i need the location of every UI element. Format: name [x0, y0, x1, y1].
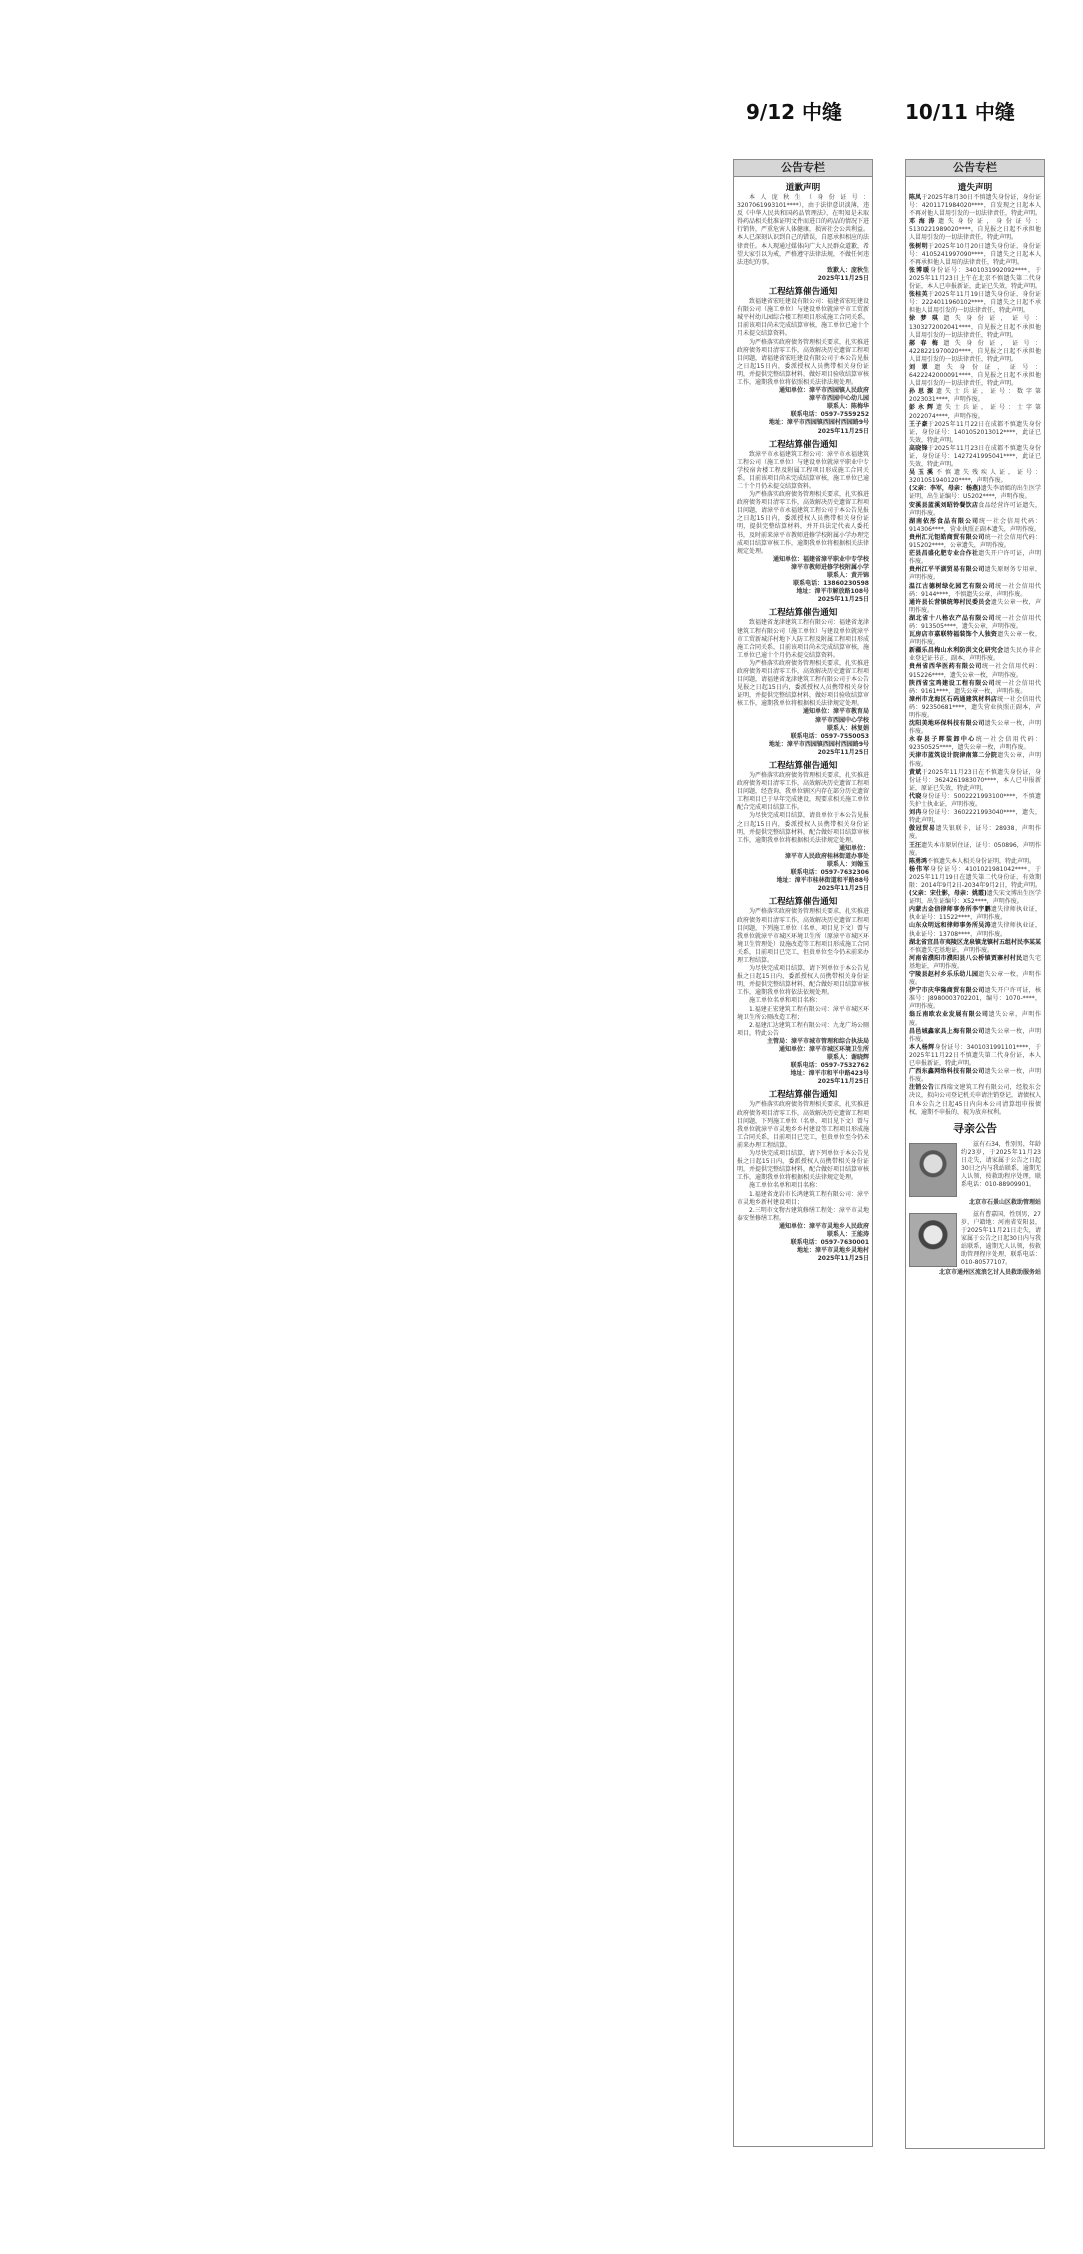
- notice-signature-line: 地址：漳平市和平中路423号: [790, 1070, 869, 1078]
- declarant-name: 刘翠: [909, 363, 935, 371]
- declaration-entry: [909, 1028, 1041, 1044]
- declaration-text: 统一社会信用代码：9161****，遗失公章一枚，声明作废。: [909, 679, 1041, 695]
- declaration-text: 不慎遗失本人相关身份证明，特此声明。: [927, 857, 1036, 865]
- declarant-name: 漳州市龙海区石码通建筑材料店: [909, 695, 998, 703]
- notice-paragraph: 本人庞秋生（身份证号：3207061993101****），由于法律意识淡薄，违反《中华人民共和国药品管理法》，在明知是未取得药品相关批准证明文件而进口的药品的情况下进行销售，严重危害人体健康，损害社会公共利益。本人已深刻认识到自己的错误，自愿承担相应的法律责任。本人现通过媒体向广大人民群众道歉，希望大家引以为戒，严格遵守法律法规，不做任何违法违纪的事。: [737, 194, 870, 266]
- notice-paragraph: 为严格落实政府债务管理相关要求，扎实推进政府债务项目清零工作，高效解决历史遗留工程项目问题，经查询，我单位辖区内存在部分历史遗留工程项目已于早年完成建设，现要求相关施工单位配合完成项目结算工作。: [737, 772, 870, 812]
- declaration-text: 遗失本市原居住证，证号：050896，声明作废。: [909, 841, 1041, 857]
- notice-paragraph: 为尽快完成项目结算，请贵单位于本公告见报之日起15日内，委派授权人员携带相关身份证明，并提供完整结算材料，配合做好项目结算审核工作，逾期我单位将根据相关法律规定处理。: [737, 812, 870, 844]
- declaration-entry: [909, 502, 1041, 518]
- declaration-text: 统一社会信用代码：914306****，营业执照正副本遗失，声明作废。: [909, 517, 1041, 533]
- notice-signature-line: 联系电话：0597-7630001: [790, 1239, 869, 1247]
- declarant-name: 王汪: [909, 841, 922, 849]
- declaration-text: 遗失开户许可证，声明作废。: [909, 550, 1041, 566]
- declaration-entry: [909, 809, 1041, 825]
- notice-signature-line: 联系电话：13860230598: [793, 580, 869, 588]
- declarant-name: 宁陵县赵村乡乐乐幼儿园: [909, 971, 979, 978]
- declarant-name: 高晓锋: [909, 444, 928, 452]
- declarant-name: 贵州江平平湖贸易有限公司: [909, 566, 985, 574]
- declarant-name: 郝春梅: [909, 339, 944, 347]
- declarant-name: 孙思源: [909, 388, 936, 396]
- declaration-entry: [909, 922, 1041, 938]
- declaration-entry: [909, 421, 1041, 445]
- missing-person-signature: 北京市通州区流浪乞讨人员救助服务站: [938, 1268, 1041, 1276]
- declaration-entry: [909, 534, 1041, 550]
- declaration-text: 身份证号：5002221993100****，不慎遗失护士执业证，声明作废。: [909, 792, 1041, 809]
- declaration-entry: [909, 599, 1041, 615]
- declaration-entry: [909, 1084, 1041, 1116]
- declarant-name: 张博暖: [909, 266, 931, 274]
- declaration-entry: [909, 720, 1041, 736]
- notice-signature-line: 联系电话：0597-7550053: [790, 732, 869, 740]
- notice-signature-line: 2025年11月25日: [817, 1078, 869, 1086]
- notice-paragraph: 2.福建汇达建筑工程有限公司：九龙广场公厕项目，特此公告: [737, 1021, 869, 1037]
- missing-person-text: 兹有石34，性别男，年龄约23岁，于2025年11月23日走失，请家属于公告之日起30日之内与我站联系，逾期无人认领，按救助程序处理，联系电话：010-88909901。: [961, 1140, 1041, 1189]
- notice-signature-line: 通知单位：漳平市教育局: [802, 708, 869, 716]
- declaration-entry: [909, 445, 1041, 469]
- declarant-name: 茫县昌盛化肥专业合作社: [909, 550, 979, 558]
- declaration-entry: [909, 615, 1041, 631]
- notice-signature-line: 联系电话：0597-7532762: [790, 1062, 869, 1070]
- notice-signature-line: 致歉人：庞秋生: [826, 266, 869, 274]
- declarant-name: 王子豪: [909, 420, 928, 428]
- declaration-entry: [909, 566, 1041, 582]
- declaration-entry: [909, 842, 1041, 858]
- declaration-text: 遗失律师执业证，执业证号：13708****，声明作废。: [909, 922, 1041, 938]
- notice-paragraph: 为严格落实政府债务管理相关要求，扎实推进政府债务项目清零工作，高效解决历史遗留工程项目问题，下列施工单位（名单、项目见下文）曾与我单位就漳平市城区环境卫生所（原漳平市城区环境卫生管理处）设施改造等工程项目形成施工合同关系，目前项目已完工，但贵单位至今仍未前来办理工程结算。: [737, 908, 870, 964]
- declaration-entry: [909, 485, 1041, 501]
- declarant-name: (父亲：李军，母亲：杨燕): [909, 485, 981, 493]
- declaration-text: 统一社会信用代码：92350525****，遗失公章一枚，声明作废。: [909, 736, 1041, 752]
- declaration-text: 遗失李语嫣的出生医学证明，出生证编号：U5202****，声明作废。: [909, 485, 1041, 501]
- notice-signature-line: 通知单位：漳平市西园镇人民政府: [778, 387, 869, 395]
- notice-paragraph: 致漳平市永福建筑工程公司：漳平市永福建筑工程公司（施工单位）与建设单位就漳平职业中专学校宿舍楼工程及附属工程项目形成施工合同关系，目前该项目尚未完成结算审核，施工单位已逾二十个月仍未提交结算资料。: [737, 450, 870, 490]
- left-column-heading: 9/12 中缝: [746, 100, 843, 124]
- declaration-entry: [909, 243, 1041, 267]
- declaration-text: 遗失公章一枚，声明作废。: [909, 971, 1041, 987]
- declarant-name: 通许县长营镇统筹村民委员会: [909, 598, 991, 606]
- declarant-name: 内蒙古金信律师事务所李宇鹏: [909, 906, 991, 914]
- notice-signature-line: 联系人：刘翰玉: [826, 861, 869, 869]
- right-column-body: [906, 177, 1044, 1279]
- declaration-text: 遗失身份证，证号：1303272002041****，自见报之日起不承担他人冒用引发的一切法律责任，特此声明。: [909, 315, 1041, 339]
- declaration-text: 于2025年8月30日不慎遗失身份证，身份证号：4201171984020****，自发现之日起本人不再对他人冒用引发的一切法律责任，特此声明。: [909, 194, 1042, 218]
- notice-signature-line: 漳平市教师进修学校附属小学: [790, 563, 869, 571]
- missing-person-notice: [909, 1211, 1041, 1277]
- declaration-entry: [909, 955, 1041, 971]
- notice-signature-line: 地址：漳平市桂林街道和平路88号: [776, 877, 869, 885]
- declarant-name: 伊宁市庆华隆商贸有限公司: [909, 987, 985, 995]
- notice-signature-line: 漳平市人民政府桂林街道办事处: [784, 852, 869, 860]
- notice-signature-line: 联系人：黄开锦: [826, 572, 869, 580]
- declaration-text: 身份证号：3401031991101****，于2025年11月22日不慎遗失第二代身份证，本人已申报新证，特此声明。: [909, 1043, 1041, 1068]
- declarant-name: (父亲：宋仕影，母亲：姚霞): [909, 890, 987, 898]
- declaration-entry: [909, 663, 1041, 679]
- declaration-text: 遗失身份证，身份证号：5130221989020****，自见报之日起不承担他人冒用引发的一切法律责任，特此声明。: [909, 218, 1041, 242]
- declaration-text: 遗失公章，声明作废。: [909, 752, 1041, 768]
- declarant-name: 昌邑城鑫家具上海有限公司: [909, 1027, 985, 1035]
- declaration-text: 身份证号：4101021981042****，于2025年11月19日在遗失第二代身份证，有效期限：2014年9月2日-2034年9月2日，特此声明。: [909, 865, 1041, 889]
- declarant-name: 傲冠贸易: [909, 825, 936, 833]
- notice-signature-line: 联系电话：0597-7559252: [790, 411, 869, 419]
- declarant-name: 陈凤: [909, 194, 922, 201]
- declarant-name: 陈勇鸿: [909, 857, 928, 865]
- notice-signature-line: 2025年11月25日: [817, 274, 869, 282]
- notice-title: 工程结算催告通知: [768, 897, 838, 908]
- notice-title: 工程结算催告通知: [768, 439, 838, 450]
- declaration-entry: [909, 971, 1041, 987]
- declaration-text: 不慎遗失宅基地证，声明作废。: [909, 946, 994, 954]
- declarant-name: 温江古德树绿化园艺有限公司: [909, 582, 996, 590]
- declarant-name: 天津市蓝筑设计院津南第二分院: [909, 752, 998, 760]
- notice-block: [737, 896, 869, 1086]
- declarant-name: 张桂英: [909, 291, 928, 299]
- notice-title: 工程结算催告通知: [768, 287, 838, 298]
- missing-person-signature: 北京市石景山区救助管理站: [968, 1198, 1041, 1206]
- declaration-entry: [909, 890, 1041, 906]
- declaration-entry: [909, 987, 1041, 1011]
- declaration-entry: [909, 267, 1041, 291]
- notice-signature-line: 2025年11月25日: [817, 885, 869, 893]
- notice-signature-line: 通知单位：漳平市灵地乡人民政府: [778, 1222, 869, 1230]
- person-photo: [909, 1213, 957, 1267]
- right-column-header: 公告专栏: [906, 160, 1044, 177]
- notice-title: 工程结算催告通知: [768, 1090, 838, 1101]
- missing-persons-title: 寻亲公告: [953, 1121, 997, 1135]
- notice-signature-line: 2025年11月25日: [817, 427, 869, 435]
- declarant-name: 广西东鑫网络科技有限公司: [909, 1068, 985, 1076]
- declarant-name: 湖北省十八格农产品有限公司: [909, 614, 996, 622]
- declarant-name: 注销公告: [909, 1084, 935, 1092]
- declaration-entry: [909, 550, 1041, 566]
- declaration-entry: [909, 404, 1041, 420]
- declaration-text: 遗失开户许可证，核准号：J8980003702201，编号：1070-****，声明作废。: [909, 987, 1041, 1011]
- declaration-entry: [909, 696, 1041, 720]
- declarant-name: 安溪县蓝溪刘昭铃餐饮店: [909, 501, 979, 509]
- declaration-entry: [909, 736, 1041, 752]
- declaration-text: 不慎遗失残疾人证，证号：3201051940120****，声明作废。: [909, 469, 1041, 485]
- notice-paragraph: 2.三明市文物古建筑修缮工程处：漳平市灵地泰安堡修缮工程。: [737, 1206, 869, 1222]
- declaration-text: 身份证号：3602221993040****，遗失，特此声明。: [909, 809, 1041, 825]
- notice-paragraph: 1.福建正宏建筑工程有限公司：漳平市城区环境卫生所公厕改造工程；: [737, 1005, 869, 1021]
- declaration-entry: [909, 631, 1041, 647]
- notice-paragraph: 为尽快完成项目结算，请下列单位于本公告见报之日起15日内，委派授权人员携带相关身份证明，并提供完整结算材料，配合做好项目结算审核工作，逾期我单位将依法依规处理。: [737, 965, 870, 997]
- notice-paragraph: 1.福建省龙岩市长鸿建筑工程有限公司：漳平市灵地乡新村建设项目；: [737, 1190, 869, 1206]
- declarant-name: 贵州省西华医药有限公司: [909, 663, 982, 671]
- declaration-entry: [909, 825, 1041, 841]
- notice-signature-line: 主管局：漳平市城市管理和综合执法局: [766, 1037, 869, 1045]
- notice-signature-line: 联系人：王能涛: [826, 1230, 869, 1238]
- section-title: 遗失声明: [957, 183, 993, 193]
- notice-signature-line: 通知单位：漳平市城区环境卫生所: [778, 1046, 869, 1053]
- declaration-text: 遗失公章一枚，声明作废。: [909, 1068, 1041, 1084]
- declarant-name: 山东众明远和律师事务所吴涛: [909, 922, 991, 930]
- declaration-text: 统一社会信用代码：92350681****，遗失营业执照正副本，声明作废。: [909, 695, 1041, 719]
- declaration-text: 身份证号：3401031992092****，于2025年11月23日上午在北京不慎遗失第二代身份证，本人已申报新证，此证已失效，特此声明。: [909, 266, 1042, 291]
- declarant-name: 刘冉: [909, 809, 922, 817]
- declaration-entry: [909, 939, 1041, 955]
- notice-signature-line: 联系人：谢晓辉: [826, 1054, 869, 1062]
- declarant-name: 永春县子晖装卸中心: [909, 736, 976, 744]
- declaration-entry: [909, 364, 1041, 388]
- declaration-entry: [909, 1011, 1041, 1027]
- declaration-text: 遗失宋文博出生医学证明，出生证编号：X52****，声明作废。: [909, 890, 1041, 906]
- notice-signature-line: 2025年11月25日: [817, 748, 869, 756]
- left-notice-column: [733, 159, 873, 2147]
- notice-paragraph: 为严格落实政府债务管理相关要求，扎实推进政府债务项目清零工作，高效解决历史遗留工程项目问题，请福建省龙津建筑工程有限公司于本公告见报之日起15日内，委派授权人员携带相关身份证明，并提供完整结算材料，做好项目验收结算审核工作，逾期我单位将根据相关法律规定处理。: [737, 659, 870, 708]
- declarant-name: 湖南依彤食品有限公司: [909, 517, 979, 525]
- declarant-name: 陕西省宝鸡建设工程有限公司: [909, 679, 996, 687]
- left-column-header: 公告专栏: [734, 160, 872, 177]
- declaration-entry: [909, 194, 1041, 218]
- declaration-entry: [909, 469, 1041, 485]
- notice-block: [737, 439, 869, 605]
- declaration-entry: [909, 906, 1041, 922]
- declaration-text: 于2025年11月19日遗失身份证，身份证号：2224011960102****，自遗失之日起不承担他人冒用引发的一切法律责任，特此声明。: [909, 291, 1041, 315]
- declaration-text: 食品经营许可证遗失，声明作废。: [909, 501, 1041, 517]
- notice-title: 工程结算催告通知: [768, 761, 838, 771]
- declaration-entry: [909, 388, 1041, 404]
- declarant-name: 湖北省宜昌市夷陵区龙泉镇龙镇村五组村民李某某: [909, 938, 1042, 946]
- declarant-name: 邓海涛: [909, 218, 939, 226]
- notice-title: 工程结算催告通知: [768, 608, 838, 619]
- declaration-entry: [909, 291, 1041, 315]
- notice-paragraph: 为尽快完成项目结算，请下列单位于本公告见报之日起15日内，委派授权人员携带相关身份证明，并提供完整结算材料，配合做好项目结算审核工作，逾期我单位将根据相关法律规定处理。: [737, 1150, 870, 1182]
- notice-block: [737, 182, 869, 283]
- declarant-name: 翁丘南欧农业发展有限公司: [909, 1011, 989, 1019]
- declaration-text: 遗失公章一枚，声明作废。: [909, 1027, 1041, 1043]
- declaration-entry: [909, 218, 1041, 242]
- declaration-text: 遗失士兵证，证号：士字第2022074****，声明作废。: [909, 404, 1041, 420]
- declaration-text: 遗失原财务专用章，声明作废。: [909, 566, 1041, 582]
- declaration-entry: [909, 518, 1041, 534]
- declaration-entry: [909, 752, 1041, 768]
- declaration-text: 统一社会信用代码：9144****，不慎遗失公章，声明作废。: [909, 582, 1041, 598]
- notice-paragraph: 施工单位名单和项目名称：: [749, 997, 822, 1005]
- declaration-text: 遗失身份证，证号：6422242000091****，自见报之日起不承担他人冒用引发的一切法律责任，特此声明。: [909, 363, 1041, 388]
- notice-signature-line: 通知单位：福建省漳平职业中专学校: [772, 555, 869, 563]
- declaration-text: 遗失律师执业证，执业证号：11522****，声明作废。: [909, 906, 1041, 922]
- notice-paragraph: 为严格落实政府债务管理相关要求，扎实推进政府债务项目清零工作，高效解决历史遗留工程项目问题，下列施工单位（名单、项目见下文）曾与我单位就漳平市灵地乡乡村建设等工程项目形成施工合同关系，目前项目已完工，但贵单位至今仍未前来办理工程结算。: [737, 1101, 870, 1149]
- notice-paragraph: 为严格落实政府债务管理相关要求，扎实推进政府债务项目清零工作，高效解决历史遗留工程项目问题，请福建省宏旺建设有限公司于本公告见报之日起15日内，委派授权人员携带相关身份证明，并提供完整结算材料，做好项目验收结算审核工作，逾期我单位将依照相关法律法规处理。: [737, 338, 870, 386]
- notice-signature-line: 地址：漳平市西园镇西园村西园路9号: [768, 740, 869, 748]
- declaration-text: 于2025年11月23日在成都不慎遗失身份证，身份证号：1427241995041****，此证已失效，特此声明。: [909, 444, 1041, 469]
- notice-paragraph: 致福建省龙津建筑工程有限公司：福建省龙津建筑工程有限公司（施工单位）与建设单位就漳平市工贸新城洋村地下人防工程及附属工程项目形成施工合同关系，目前该项目尚未完成结算审核，施工单位已逾十个月仍未提交结算资料。: [737, 619, 870, 659]
- notice-signature-line: 2025年11月25日: [817, 1255, 869, 1263]
- declaration-text: 遗失公章一枚，声明作废。: [909, 631, 1041, 647]
- declaration-entry: [909, 647, 1041, 663]
- declaration-text: 遗失身份证，证号：4228221970020****，自见报之日起不承担他人冒用引发的一切法律责任，特此声明。: [909, 339, 1041, 363]
- notice-block: [737, 760, 869, 893]
- declaration-entry: [909, 680, 1041, 696]
- declaration-text: 遗失公章一枚，声明作废。: [909, 720, 1041, 736]
- right-notice-column: [905, 159, 1045, 2149]
- notice-paragraph: 施工单位名单和项目名称：: [749, 1182, 822, 1190]
- notice-signature-line: 漳平市西园中心幼儿园: [808, 395, 869, 403]
- left-column-body: [734, 177, 872, 1265]
- declarant-name: 本人杨辉: [909, 1043, 935, 1051]
- declarant-name: 瓦房店市嘉联特福装饰个人独资: [909, 631, 998, 639]
- declaration-entry: [909, 315, 1041, 339]
- declaration-text: 遗失士兵证，证号：数字第2023031****，声明作废。: [909, 388, 1041, 404]
- declaration-text: 遗失公章，声明作废。: [909, 1011, 1041, 1027]
- declaration-text: 遗失民办非企业登记证书正、副本，声明作废。: [909, 647, 1041, 663]
- declarant-name: 贵州汇元钜皓商贸有限公司: [909, 533, 985, 541]
- declaration-entry: [909, 793, 1041, 809]
- declaration-text: 遗失银联卡，证号：28938，声明作废。: [909, 825, 1041, 841]
- person-photo: [909, 1143, 957, 1197]
- missing-person-text: 兹有曹嘉国，性别男，27岁，户籍地：河南省安阳县，于2025年11月21日走失，请家属于公告之日起30日内与我站联系，逾期无人认领，按救助管理程序处理，联系电话：010-80577107。: [961, 1210, 1041, 1267]
- declaration-entry: [909, 583, 1041, 599]
- declaration-text: 统一社会信用代码：915202****，公章遗失，声明作废。: [909, 533, 1041, 550]
- declaration-text: 江西瑞文建筑工程有限公司，经股东会决议，拟向公司登记机关申请注销登记，请债权人自本公告之日起45日内向本公司清算组申报债权，逾期不申报的，视为放弃权利。: [909, 1084, 1042, 1116]
- notice-signature-line: 联系电话：0597-7632306: [790, 869, 869, 877]
- notice-signature-line: 地址：漳平市西园镇西园村西园路9号: [768, 419, 869, 427]
- notice-block: [737, 607, 869, 757]
- declarant-name: 代晓: [909, 792, 922, 800]
- declaration-text: 于2025年10月20日遗失身份证，身份证号：4105241997090****，自遗失之日起本人不再承担他人冒用的法律责任，特此声明。: [909, 242, 1041, 266]
- notice-signature-line: 漳平市西园中心学校: [814, 716, 869, 724]
- notice-block: [737, 286, 869, 436]
- declarant-name: 杨伟军: [909, 865, 931, 873]
- declaration-entry: [909, 340, 1041, 364]
- declarant-name: 张树明: [909, 242, 928, 250]
- declaration-entry: [909, 1068, 1041, 1084]
- declaration-text: 遗失宅基地证，声明作废。: [909, 954, 1041, 970]
- declaration-text: 于2025年11月23日在不慎遗失身份证，身份证号：3624261983070****，本人已申报新证，原证已失效，特此声明。: [909, 768, 1041, 792]
- notice-signature-line: 联系人：陈梅华: [826, 403, 869, 411]
- notice-paragraph: 为严格落实政府债务管理相关要求，扎实推进政府债务项目清零工作，高效解决历史遗留工程项目问题，请漳平市永福建筑工程公司于本公告见报之日起15日内，委派授权人员携带相关身份证明，提供完整结算材料，并开具法定代表人委托书，及时前来漳平市教师进修学校附属小学办理完成项目结算审核工作，逾期我单位将根据相关法律规定处理。: [737, 491, 870, 555]
- declaration-entry: [909, 769, 1041, 793]
- missing-person-notice: [909, 1141, 1041, 1207]
- notice-title: 道歉声明: [785, 183, 821, 193]
- declarant-name: 徐梦琪: [909, 315, 944, 323]
- declaration-entry: [909, 858, 1041, 866]
- notice-block: [737, 1089, 869, 1263]
- notice-paragraph: 致福建省宏旺建设有限公司：福建省宏旺建设有限公司（施工单位）与建设单位就漳平市工贸新城平村幼儿园综合楼工程项目形成施工合同关系，目前该项目尚未完成结算审核，施工单位已逾十个月未提交结算资料。: [737, 298, 870, 338]
- declarant-name: 黄斌: [909, 768, 922, 776]
- declarant-name: 吴玉溪: [909, 469, 936, 477]
- declaration-text: 遗失公章一枚，声明作废。: [909, 598, 1041, 614]
- right-column-heading: 10/11 中缝: [905, 100, 1015, 124]
- declaration-text: 统一社会信用代码：915226****，遗失公章一枚，声明作废。: [909, 663, 1041, 679]
- declaration-entry: [909, 1044, 1041, 1068]
- declarant-name: 彭永辉: [909, 404, 936, 412]
- declarant-name: 新疆乐昌梅山水利防洪文化研究会: [909, 647, 1004, 655]
- declaration-text: 统一社会信用代码：913505****，遗失公章，声明作废。: [909, 614, 1041, 630]
- declarant-name: 沈阳美地环保科技有限公司: [909, 720, 985, 728]
- declaration-entry: [909, 866, 1041, 890]
- notice-signature-line: 2025年11月25日: [817, 596, 869, 604]
- notice-signature-line: 地址：漳平市解放路108号: [796, 588, 869, 596]
- declarant-name: 河南省濮阳市濮阳县八公桥镇贾寨村村民: [909, 954, 1023, 962]
- declaration-text: 于2025年11月22日在成都不慎遗失身份证，身份证号：1401052013012****，此证已失效，特此声明。: [909, 420, 1041, 444]
- notice-signature-line: 地址：漳平市灵地乡灵地村: [796, 1247, 869, 1255]
- notice-signature-line: 通知单位：: [838, 844, 869, 852]
- notice-signature-line: 联系人：林复娟: [826, 724, 869, 732]
